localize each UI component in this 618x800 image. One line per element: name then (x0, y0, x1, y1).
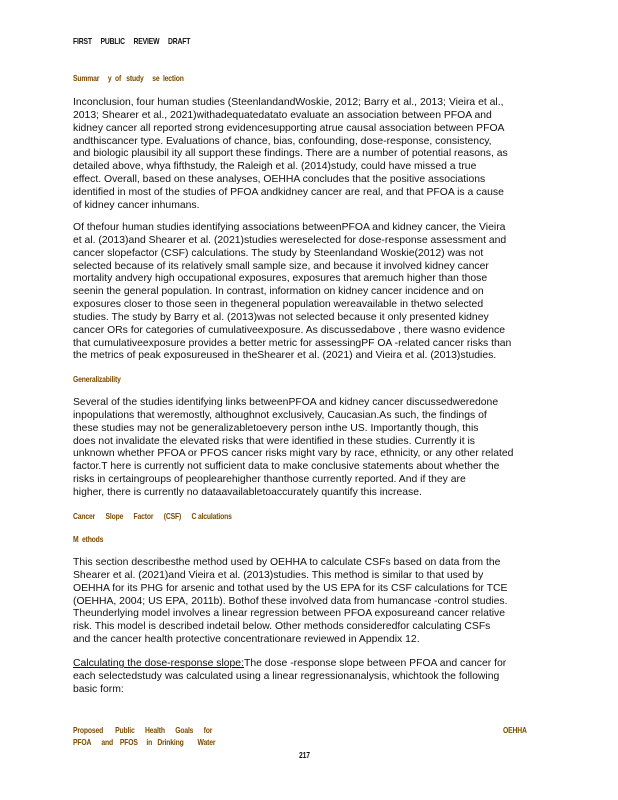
summary-heading: Summar y of study se lection (73, 73, 184, 83)
text-line: seenin the general population. In contrast, information on kidney cancer incidence and on (73, 286, 484, 298)
paragraph-dose-response (73, 658, 553, 697)
text-line: of kidney cancer inhumans. (73, 199, 200, 211)
text-line: detailed above, whya fifthstudy, the Raleigh et al. (2014)study, could have missed a true (73, 161, 477, 173)
text-line: higher, there is currently no dataavailabletoaccurately quantify this increase. (73, 486, 422, 498)
text-fragment: The dose -response slope between PFOA and cancer for (243, 658, 507, 669)
text-line: and biologic plausibil ity all support these findings. There are a number of potential reasons, as (73, 148, 508, 160)
text-line: unknown whether PFOA or PFOS cancer risks might vary by race, ethnicity, or any other related (73, 448, 514, 460)
text-line: OEHHA for its PHG for arsenic and tothat used by the US EPA for its CSF calculations for TCE (73, 582, 508, 594)
paragraph-methods (73, 557, 553, 647)
text-line: studies. The study by Barry et al. (2013)was not selected because it only presented kidney (73, 311, 489, 323)
text-line: mortality andvery high occupational exposures, exposures that aremuch higher than those (73, 273, 488, 285)
text-line: inpopulations that weremostly, althoughnot exclusively, Caucasian.As such, the findings of (73, 409, 487, 421)
dose-response-lead: Calculating the dose-response slope: (73, 658, 244, 669)
footer-title-line1: Proposed Public Health Goals for (73, 725, 213, 735)
text-line: selected because of its relatively small sample size, and because it involved kidney cancer (73, 260, 489, 272)
text-line: that cumulativeexposure provides a better metric for assessingPF OA -related cancer risks than (73, 337, 512, 349)
text-line: cancer slopefactor (CSF) calculations. The study by Steenlandand Woskie(2012) was not (73, 247, 484, 259)
text-line: et al. (2013)and Shearer et al. (2021)studies wereselected for dose-response assessment and (73, 234, 507, 246)
draft-header: FIRST PUBLIC REVIEW DRAFT (73, 36, 191, 46)
paragraph-study-selection (73, 222, 553, 363)
text-line: andthiscancer type. Evaluations of chance, bias, confounding, dose-response, consistency, (73, 135, 492, 147)
text-line: effect. Overall, based on these analyses, OEHHA concludes that the positive associations (73, 174, 486, 186)
text-line: does not invalidate the elevated risks that were identified in these studies. Currently it is (73, 435, 475, 447)
text-line: basic form: (73, 683, 124, 695)
text-line: Shearer et al. (2021)and Vieira et al. (2013)studies. This method is similar to that used by (73, 569, 484, 581)
generalizability-heading: Generalizability (73, 374, 121, 384)
paragraph-generalizability (73, 397, 553, 500)
text-line: exposures closer to those seen in thegeneral population wereavailable in thetwo selected (73, 299, 484, 311)
text-line: 2013; Shearer et al., 2021)withadequatedatato evaluate an association between PFOA and (73, 109, 492, 121)
text-line: (OEHHA, 2004; US EPA, 2011b). Bothof these involved data from humancase -control studies. (73, 595, 508, 607)
text-line: This section describesthe method used by OEHHA to calculate CSFs based on data from the (73, 557, 501, 568)
footer-title-line2: PFOA and PFOS in Drinking Water (73, 737, 216, 747)
text-line: factor.T here is currently not sufficient data to make conclusive statements about whether the (73, 461, 500, 473)
text-line: identified in most of the studies of PFOA andkidney cancer are real, and that PFOA is a cause (73, 186, 504, 198)
methods-heading: M ethods (73, 534, 104, 544)
paragraph-conclusion (73, 97, 553, 213)
text-line: Inconclusion, four human studies (SteenlandandWoskie, 2012; Barry et al., 2013; Vieira et al., (73, 97, 504, 108)
text-line: each selectedstudy was calculated using a linear regressionanalysis, whichtook the following (73, 670, 500, 682)
text-line: these studies may not be generalizabletoevery person inthe US. Importantly though, this (73, 422, 479, 434)
text-line: Several of the studies identifying links betweenPFOA and kidney cancer discussedweredone (73, 397, 499, 408)
text-line: risks in certaingroups of peoplearehigher thanthose currently reported. And if they are (73, 474, 466, 486)
text-line: the metrics of peak exposureused in theShearer et al. (2021) and Vieira et al. (2013)studies. (73, 350, 497, 362)
text-line: kidney cancer all reported strong evidencesupporting atrue causal association between PFOA (73, 122, 505, 134)
text-line: risk. This model is described indetail below. Other methods consideredfor calculating CSFs (73, 621, 491, 633)
text-line: Of thefour human studies identifying associations betweenPFOA and kidney cancer, the Vieira (73, 222, 506, 233)
text-line (73, 658, 553, 671)
text-line: cancer ORs for categories of cumulativeexposure. As discussedabove , there wasno evidence (73, 324, 506, 336)
page-number: 217 (299, 750, 310, 760)
text-line: and the cancer health protective concentrationare reviewed in Appendix 12. (73, 634, 420, 646)
text-line: Theunderlying model involves a linear regression between PFOA exposureand cancer relative (73, 608, 506, 620)
footer-agency: OEHHA (503, 725, 527, 735)
csf-heading: Cancer Slope Factor (CSF) C alculations (73, 511, 232, 521)
